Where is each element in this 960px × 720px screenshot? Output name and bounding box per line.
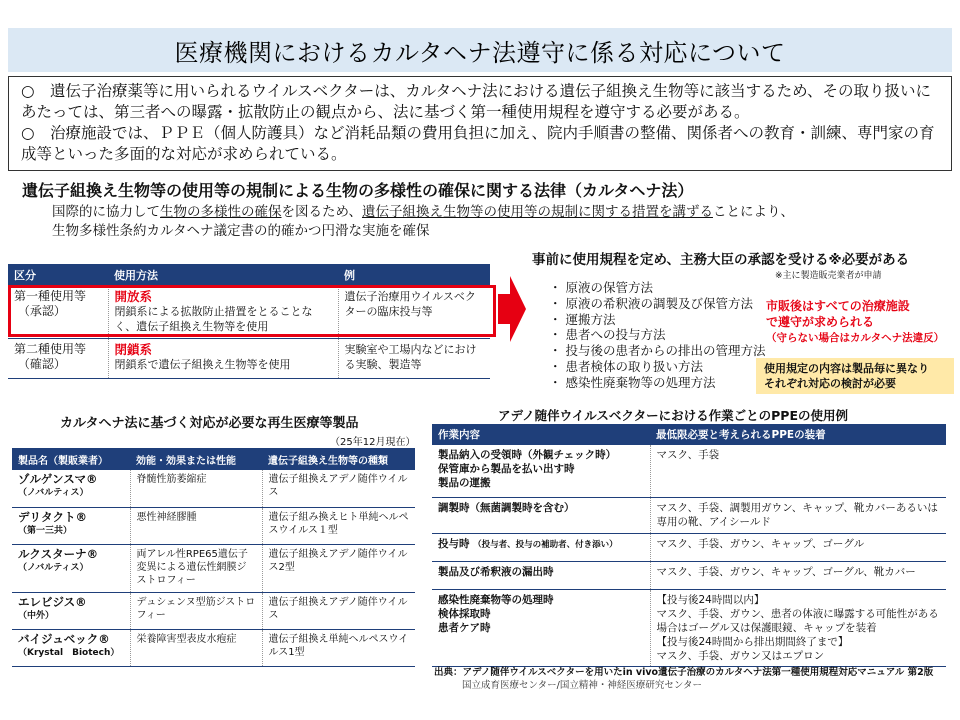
product-type-cell: 遺伝子組換えアデノ随伴ウイルス xyxy=(262,470,415,507)
table-header: 遺伝子組換え生物等の種類 xyxy=(262,448,415,470)
ppe-title: アデノ随伴ウイルスベクターにおける作業ごとのPPEの使用例 xyxy=(498,408,848,423)
highlight-frame xyxy=(8,285,496,337)
product-name-cell: バイジュベック® （Krystal Biotech） xyxy=(12,629,130,666)
product-effect-cell: 栄養障害型表皮水疱症 xyxy=(130,629,262,666)
ppe-equipment-cell: マスク、手袋 xyxy=(650,445,946,497)
table-row xyxy=(12,470,415,507)
law-desc-text: を図るため、 xyxy=(281,204,362,220)
example-cell: 実験室や工場内などにおける実験、製造等 xyxy=(338,338,490,378)
table-header: 効能・効果または性能 xyxy=(130,448,262,470)
kubun-cell: 第二種使用等 （確認） xyxy=(8,338,108,378)
product-effect-cell: デュシェンヌ型筋ジストロフィー xyxy=(130,592,262,629)
product-type-cell: 遺伝子組み換えヒト単純ヘルペスウイルス１型 xyxy=(262,507,415,544)
callout-line: で遵守が求められる xyxy=(766,315,875,329)
product-effect-cell: 両アレル性RPE65遺伝子変異による遺伝性網膜ジストロフィー xyxy=(130,544,262,592)
products-title: カルタヘナ法に基づく対応が必要な再生医療等製品 xyxy=(60,416,359,431)
table-row xyxy=(8,338,490,378)
product-effect-cell: 悪性神経膠腫 xyxy=(130,507,262,544)
usage-rule-note: ※主に製造販売業者が申請 xyxy=(775,271,882,281)
usage-rule-title: 事前に使用規程を定め、主務大臣の承認を受ける※必要がある xyxy=(532,252,910,268)
callout-line: 使用規定の内容は製品毎に異なり xyxy=(764,362,929,375)
intro-box xyxy=(8,76,952,171)
product-name-cell: エレビジス® （中外） xyxy=(12,592,130,629)
list-item: ・ 感染性廃棄物等の処理方法 xyxy=(549,375,766,391)
table-row xyxy=(432,561,946,589)
product-effect-cell: 脊髄性筋萎縮症 xyxy=(130,470,262,507)
page-title: 医療機関におけるカルタヘナ法遵守に係る対応について xyxy=(8,28,952,72)
table-header: 例 xyxy=(338,264,490,286)
list-item: ・ 原液の保管方法 xyxy=(549,280,766,296)
ppe-table xyxy=(432,424,946,667)
ppe-equipment-cell: マスク、手袋、ガウン、キャップ、ゴーグル、靴カバー xyxy=(650,561,946,589)
callout-line: （守らない場合はカルタヘナ法違反） xyxy=(766,332,945,344)
table-row xyxy=(432,533,946,561)
ppe-task-cell: 製品納入の受領時（外観チェック時） 保管庫から製品を払い出す時 製品の運搬 xyxy=(432,445,650,497)
table-row xyxy=(432,589,946,666)
table-row xyxy=(12,629,415,666)
table-row xyxy=(12,592,415,629)
example-cell: 遺伝子治療用ウイルスベクターの臨床投与等 xyxy=(338,286,490,338)
source-organization: 国立成育医療センター/国立精神・神経医療研究センター xyxy=(462,680,702,691)
law-desc-underline: 遺伝子組換え生物等の使用等の規制に関する措置を講ずる xyxy=(361,204,713,220)
ppe-task-cell: 投与時 （投与者、投与の補助者、付き添い） xyxy=(432,533,650,561)
callout-line: それぞれ対応の検討が必要 xyxy=(764,377,896,390)
ppe-equipment-cell: 【投与後24時間以内】 マスク、手袋、ガウン、患者の体液に曝露する可能性がある場合はゴーグル又は保護眼鏡、キャップを装着 【投与後24時間から排出期間終了まで】 マスク、手袋、ガウン又はエプロン xyxy=(650,589,946,666)
usage-rule-list xyxy=(549,280,766,391)
product-type-cell: 遺伝子組換えアデノ随伴ウイルス2型 xyxy=(262,544,415,592)
source-citation: 出典：アデノ随伴ウイルスベクターを用いたin vivo遺伝子治療のカルタヘナ法第一種使用規程対応マニュアル 第2版 xyxy=(434,667,934,678)
table-header: 作業内容 xyxy=(432,424,650,445)
table-row xyxy=(432,445,946,497)
method-cell: 閉鎖系 閉鎖系で遺伝子組換え生物等を使用 xyxy=(108,338,338,378)
product-type-cell: 遺伝子組換えアデノ随伴ウイルス xyxy=(262,592,415,629)
products-date: （25年12月現在） xyxy=(330,437,416,448)
law-desc-text: 国際的に協力して xyxy=(52,204,160,220)
list-item: ・ 原液の希釈液の調製及び保管方法 xyxy=(549,296,766,312)
product-name-cell: ルクスターナ® （ノバルティス） xyxy=(12,544,130,592)
list-item: ・ 患者への投与方法 xyxy=(549,327,766,343)
ppe-task-cell: 調製時（無菌調製時を含む） xyxy=(432,497,650,533)
product-type-cell: 遺伝子組換え単純ヘルペスウイルス1型 xyxy=(262,629,415,666)
table-row xyxy=(432,497,946,533)
table-header: 区分 xyxy=(8,264,108,286)
table-header: 製品名（製販業者） xyxy=(12,448,130,470)
law-desc-text: ことにより、 xyxy=(712,204,794,220)
ppe-task-cell: 製品及び希釈液の漏出時 xyxy=(432,561,650,589)
compliance-callout xyxy=(766,298,944,346)
ppe-task-cell: 感染性廃棄物等の処理時 検体採取時 患者ケア時 xyxy=(432,589,650,666)
method-cell: 開放系 閉鎖系による拡散防止措置をとることなく、遺伝子組換え生物等を使用 xyxy=(108,286,338,338)
law-title: 遺伝子組換え生物等の使用等の規制による生物の多様性の確保に関する法律（カルタヘナ法） xyxy=(22,181,694,200)
list-item: ・ 投与後の患者からの排出の管理方法 xyxy=(549,343,766,359)
table-row xyxy=(12,507,415,544)
list-item: ・ 患者検体の取り扱い方法 xyxy=(549,359,766,375)
note-callout xyxy=(756,358,954,394)
law-desc-underline: 生物の多様性の確保 xyxy=(160,204,282,220)
intro-paragraph-2: ○ 治療施設では、ＰＰＥ（個人防護具）など消耗品類の費用負担に加え、院内手順書の整備、関係者への教育・訓練、専門家の育成等といった多面的な対応が求められている。 xyxy=(21,124,935,163)
product-name-cell: デリタクト® （第一三共） xyxy=(12,507,130,544)
table-header: 最低限必要と考えられるPPEの装着 xyxy=(650,424,946,445)
table-header: 使用方法 xyxy=(108,264,338,286)
law-desc-text: 生物多様性条約カルタヘナ議定書の的確かつ円滑な実施を確保 xyxy=(52,223,430,239)
ppe-equipment-cell: マスク、手袋、調製用ガウン、キャップ、靴カバーあるいは専用の靴、アイシールド xyxy=(650,497,946,533)
ppe-equipment-cell: マスク、手袋、ガウン、キャップ、ゴーグル xyxy=(650,533,946,561)
intro-paragraph-1: ○ 遺伝子治療薬等に用いられるウイルスベクターは、カルタヘナ法における遺伝子組換え生物等に該当するため、その取り扱いにあたっては、第三者への曝露・拡散防止の観点から、法に基づく第一種使用規程を遵守する必要がある。 xyxy=(21,82,932,121)
products-table xyxy=(12,448,415,667)
product-name-cell: ゾルゲンスマ® （ノバルティス） xyxy=(12,470,130,507)
table-row xyxy=(12,544,415,592)
list-item: ・ 運搬方法 xyxy=(549,312,766,328)
kubun-cell: 第一種使用等 （承認） xyxy=(8,286,108,338)
arrow-right-icon xyxy=(498,276,526,342)
callout-line: 市販後はすべての治療施設 xyxy=(766,299,910,313)
law-description xyxy=(52,203,912,241)
